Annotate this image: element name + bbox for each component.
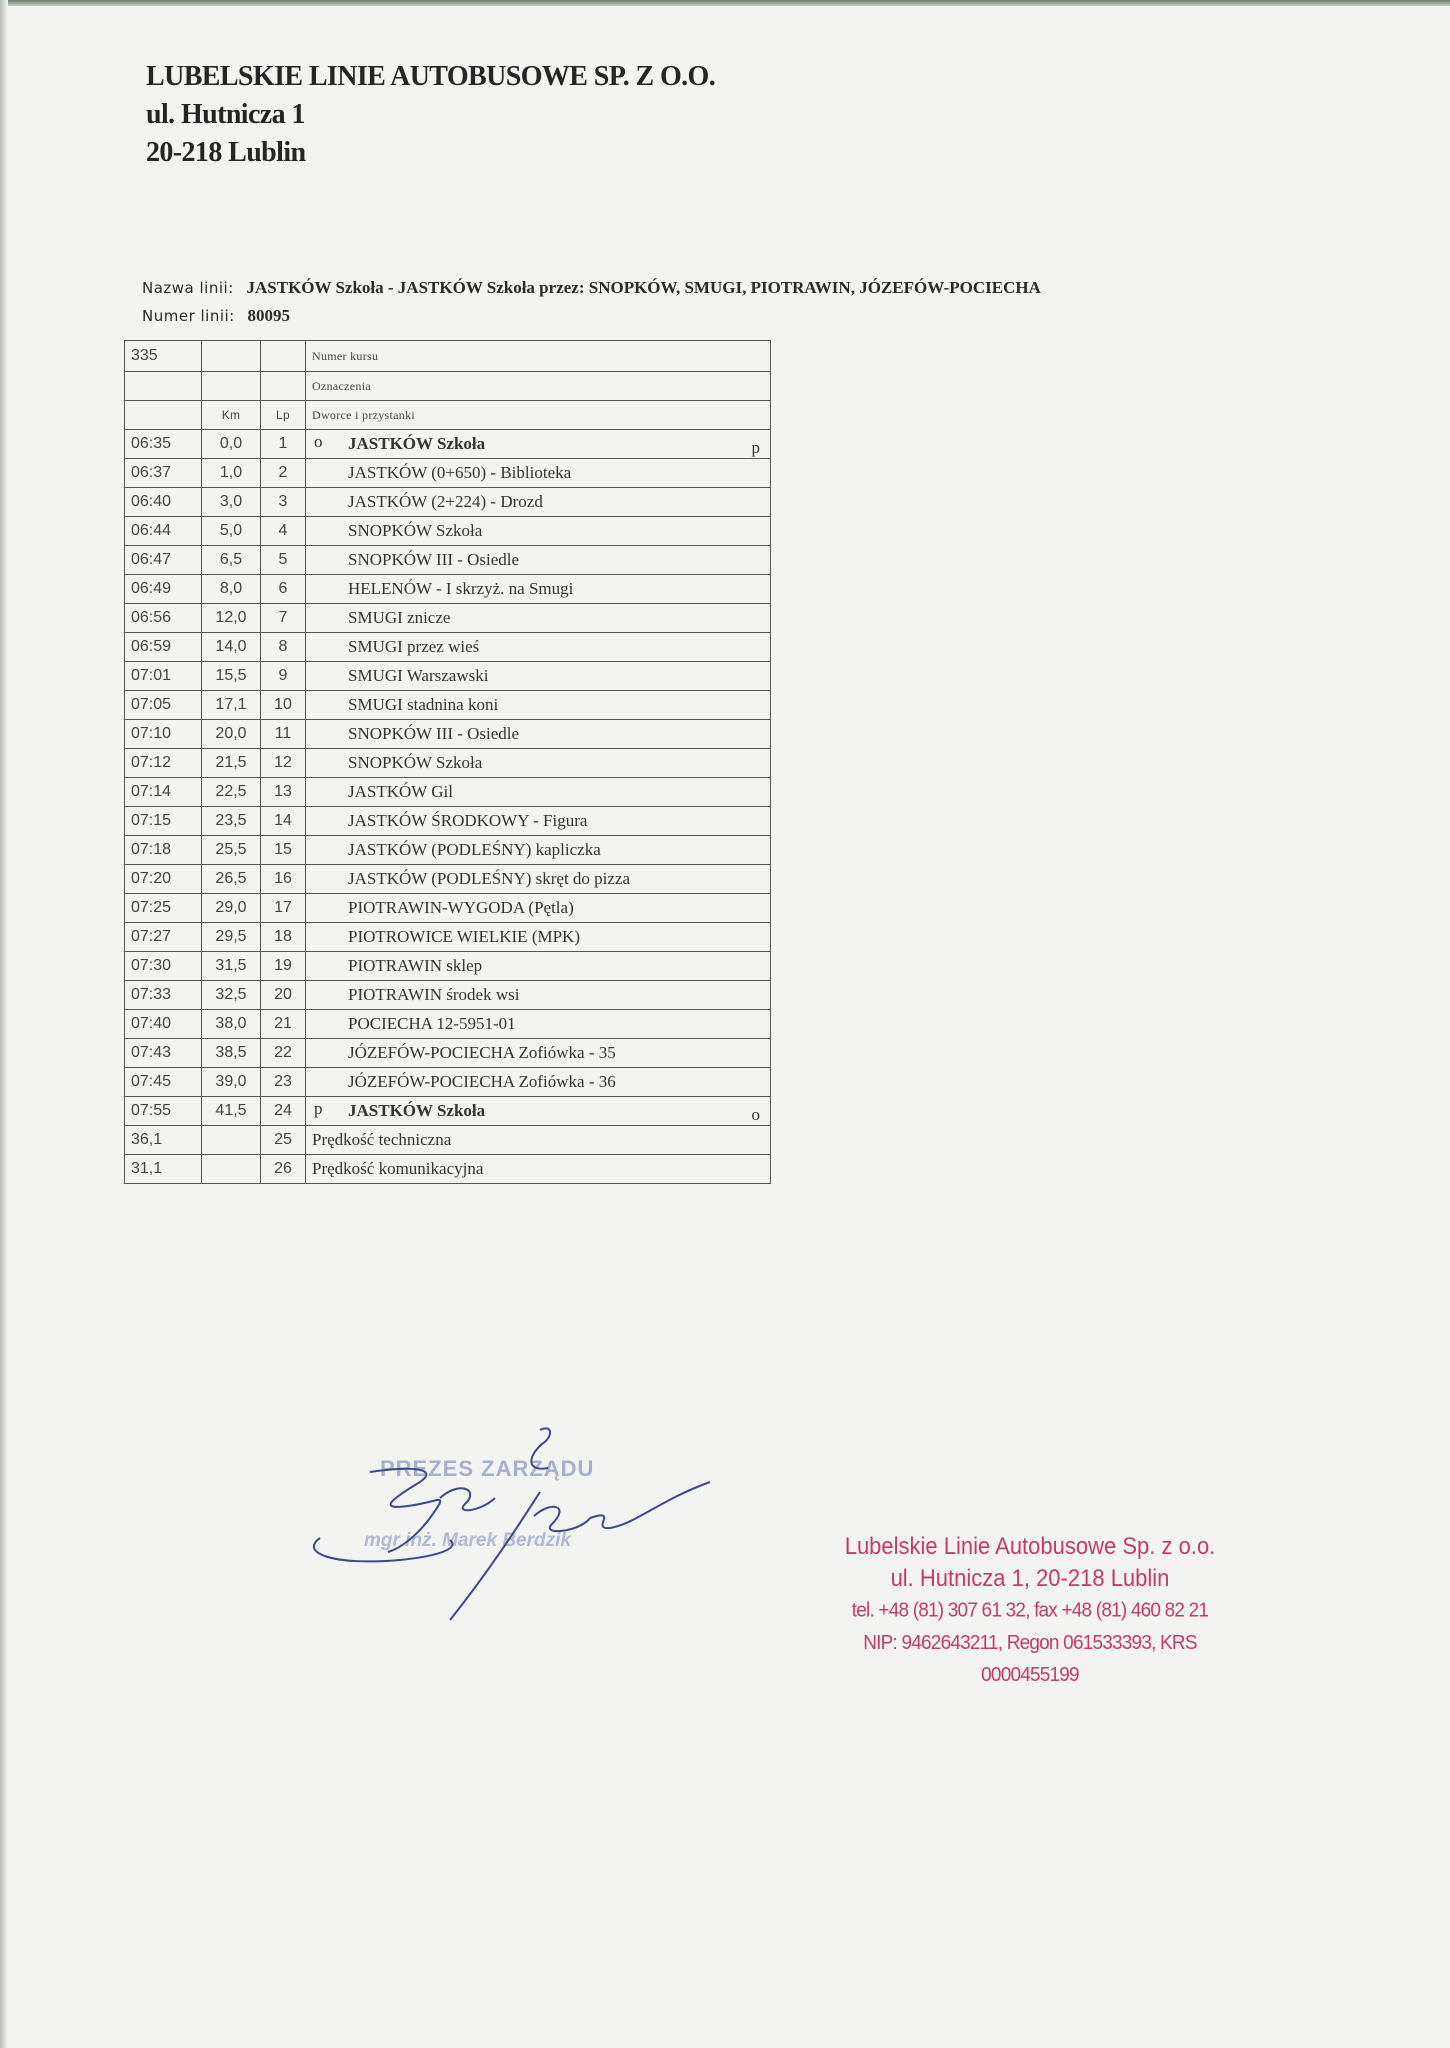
summary-value: 31,1 [125, 1155, 202, 1184]
summary-ordinal: 26 [261, 1155, 306, 1184]
distance-km: 41,5 [202, 1097, 261, 1126]
stop-name: JASTKÓW (2+224) - Drozd [348, 492, 543, 511]
stop-cell [306, 807, 771, 836]
departure-time: 07:01 [125, 662, 202, 691]
departure-time: 07:30 [125, 952, 202, 981]
stop-cell [306, 981, 771, 1010]
table-row [125, 430, 771, 459]
stop-cell [306, 575, 771, 604]
departure-time: 07:15 [125, 807, 202, 836]
stop-ordinal: 10 [261, 691, 306, 720]
line-name-label: Nazwa linii: [142, 279, 234, 297]
stop-ordinal: 11 [261, 720, 306, 749]
table-row [125, 836, 771, 865]
timetable [124, 340, 771, 1184]
header-km: Km [202, 401, 261, 430]
stop-name: JÓZEFÓW-POCIECHA Zofiówka - 36 [348, 1072, 616, 1091]
stop-ordinal: 2 [261, 459, 306, 488]
table-row [125, 517, 771, 546]
table-row [125, 1097, 771, 1126]
distance-km: 29,0 [202, 894, 261, 923]
line-info [142, 274, 1041, 330]
departure-time: 07:20 [125, 865, 202, 894]
stop-name: JASTKÓW Gil [348, 782, 453, 801]
table-row [125, 1039, 771, 1068]
stop-cell [306, 430, 771, 459]
distance-km: 22,5 [202, 778, 261, 807]
stop-name: JASTKÓW ŚRODKOWY - Figura [348, 811, 588, 830]
distance-km: 38,5 [202, 1039, 261, 1068]
distance-km: 8,0 [202, 575, 261, 604]
stop-name: JASTKÓW Szkoła [348, 1101, 486, 1120]
stop-ordinal: 20 [261, 981, 306, 1010]
departure-time: 06:44 [125, 517, 202, 546]
line-number-row [142, 302, 1041, 330]
stop-name: PIOTROWICE WIELKIE (MPK) [348, 927, 580, 946]
line-name-value: JASTKÓW Szkoła - JASTKÓW Szkoła przez: SNOPKÓW, SMUGI, PIOTRAWIN, JÓZEFÓW-POCIECHA [246, 278, 1041, 297]
stop-mark-left: p [314, 1099, 323, 1118]
departure-time: 06:56 [125, 604, 202, 633]
stop-name: PIOTRAWIN sklep [348, 956, 483, 975]
summary-value: 36,1 [125, 1126, 202, 1155]
distance-km: 6,5 [202, 546, 261, 575]
table-row [125, 952, 771, 981]
stop-ordinal: 16 [261, 865, 306, 894]
stop-name: JÓZEFÓW-POCIECHA Zofiówka - 35 [348, 1043, 616, 1062]
distance-km: 29,5 [202, 923, 261, 952]
departure-time: 06:40 [125, 488, 202, 517]
stop-cell [306, 1097, 771, 1126]
distance-km: 23,5 [202, 807, 261, 836]
header-stops: Dworce i przystanki [306, 401, 771, 430]
summary-row [125, 1155, 771, 1184]
stop-ordinal: 23 [261, 1068, 306, 1097]
page-top-edge [0, 0, 1450, 6]
distance-km: 32,5 [202, 981, 261, 1010]
distance-km: 25,5 [202, 836, 261, 865]
departure-time: 07:05 [125, 691, 202, 720]
stop-name: HELENÓW - I skrzyż. na Smugi [348, 579, 574, 598]
distance-km: 15,5 [202, 662, 261, 691]
distance-km: 3,0 [202, 488, 261, 517]
stop-name: JASTKÓW (0+650) - Biblioteka [348, 463, 572, 482]
distance-km: 0,0 [202, 430, 261, 459]
departure-time: 06:59 [125, 633, 202, 662]
departure-time: 06:37 [125, 459, 202, 488]
stop-cell [306, 923, 771, 952]
page-left-edge [0, 0, 8, 2048]
signature-stamp-name: mgr inż. Marek Berdzik [364, 1530, 571, 1551]
departure-time: 06:35 [125, 430, 202, 459]
table-row [125, 981, 771, 1010]
stop-cell [306, 749, 771, 778]
departure-time: 07:40 [125, 1010, 202, 1039]
stop-ordinal: 7 [261, 604, 306, 633]
distance-km: 21,5 [202, 749, 261, 778]
stop-name: SMUGI Warszawski [348, 666, 489, 685]
table-row [125, 604, 771, 633]
stop-cell [306, 952, 771, 981]
company-stamp-line4: NIP: 9462643211, Regon 061533393, KRS 0000455199 [863, 1631, 1197, 1687]
departure-time: 07:43 [125, 1039, 202, 1068]
stop-cell [306, 865, 771, 894]
distance-km: 31,5 [202, 952, 261, 981]
table-row [125, 633, 771, 662]
distance-km: 1,0 [202, 459, 261, 488]
company-stamp-line1: Lubelskie Linie Autobusowe Sp. z o.o. [844, 1532, 1216, 1560]
stop-ordinal: 17 [261, 894, 306, 923]
stop-name: SNOPKÓW Szkoła [348, 521, 483, 540]
stop-name: SNOPKÓW III - Osiedle [348, 724, 520, 743]
stop-cell [306, 633, 771, 662]
company-stamp [830, 1530, 1230, 1692]
stop-cell [306, 488, 771, 517]
company-stamp-line3: tel. +48 (81) 307 61 32, fax +48 (81) 460 82 21 [851, 1599, 1209, 1622]
table-row [125, 749, 771, 778]
line-number-value: 80095 [247, 306, 290, 325]
departure-time: 07:45 [125, 1068, 202, 1097]
stop-cell [306, 720, 771, 749]
stop-cell [306, 894, 771, 923]
course-number: 335 [125, 341, 202, 372]
stop-ordinal: 13 [261, 778, 306, 807]
stop-ordinal: 3 [261, 488, 306, 517]
line-name-row [142, 274, 1041, 302]
stop-ordinal: 4 [261, 517, 306, 546]
distance-km: 14,0 [202, 633, 261, 662]
company-name: LUBELSKIE LINIE AUTOBUSOWE SP. Z O.O. [146, 61, 716, 92]
table-row [125, 691, 771, 720]
stop-ordinal: 21 [261, 1010, 306, 1039]
stop-cell [306, 778, 771, 807]
company-street: ul. Hutnicza 1 [146, 99, 305, 130]
table-row [125, 865, 771, 894]
distance-km: 38,0 [202, 1010, 261, 1039]
departure-time: 07:55 [125, 1097, 202, 1126]
table-row [125, 459, 771, 488]
signature-block [290, 1420, 750, 1650]
stop-cell [306, 459, 771, 488]
stop-cell [306, 836, 771, 865]
departure-time: 07:12 [125, 749, 202, 778]
departure-time: 06:47 [125, 546, 202, 575]
table-row [125, 1068, 771, 1097]
departure-time: 06:49 [125, 575, 202, 604]
company-stamp-line2: ul. Hutnicza 1, 20-218 Lublin [890, 1564, 1170, 1592]
departure-time: 07:18 [125, 836, 202, 865]
table-row [125, 778, 771, 807]
table-row [125, 720, 771, 749]
distance-km: 26,5 [202, 865, 261, 894]
stop-ordinal: 9 [261, 662, 306, 691]
stop-cell [306, 1010, 771, 1039]
stop-name: SMUGI znicze [348, 608, 451, 627]
stop-cell [306, 604, 771, 633]
stop-mark-right: p [751, 438, 760, 457]
stop-name: JASTKÓW Szkoła [348, 434, 486, 453]
stop-mark-right: o [751, 1105, 760, 1124]
table-row [125, 894, 771, 923]
stop-name: PIOTRAWIN środek wsi [348, 985, 520, 1004]
header-row-columns [125, 401, 771, 430]
departure-time: 07:33 [125, 981, 202, 1010]
stop-ordinal: 12 [261, 749, 306, 778]
distance-km: 20,0 [202, 720, 261, 749]
stop-name: POCIECHA 12-5951-01 [348, 1014, 516, 1033]
table-row [125, 488, 771, 517]
company-city: 20-218 Lublin [146, 137, 306, 168]
header-row-marks [125, 372, 771, 401]
stop-ordinal: 19 [261, 952, 306, 981]
summary-ordinal: 25 [261, 1126, 306, 1155]
departure-time: 07:27 [125, 923, 202, 952]
departure-time: 07:14 [125, 778, 202, 807]
handwritten-signature [290, 1420, 750, 1650]
stop-ordinal: 22 [261, 1039, 306, 1068]
stop-cell [306, 1039, 771, 1068]
stop-ordinal: 18 [261, 923, 306, 952]
header-lp: Lp [261, 401, 306, 430]
departure-time: 07:10 [125, 720, 202, 749]
stop-name: SNOPKÓW Szkoła [348, 753, 483, 772]
table-row [125, 546, 771, 575]
summary-row [125, 1126, 771, 1155]
stop-name: JASTKÓW (PODLEŚNY) skręt do pizza [348, 869, 631, 888]
stop-cell [306, 517, 771, 546]
header-marks-label: Oznaczenia [306, 372, 771, 401]
signature-stamp-title: PREZES ZARZĄDU [380, 1456, 595, 1481]
stop-cell [306, 1068, 771, 1097]
table-row [125, 662, 771, 691]
line-number-label: Numer linii: [142, 307, 235, 325]
stop-cell [306, 546, 771, 575]
stop-cell [306, 691, 771, 720]
departure-time: 07:25 [125, 894, 202, 923]
stop-name: SMUGI przez wieś [348, 637, 480, 656]
stop-ordinal: 14 [261, 807, 306, 836]
stop-ordinal: 1 [261, 430, 306, 459]
summary-label: Prędkość komunikacyjna [306, 1155, 771, 1184]
stop-ordinal: 15 [261, 836, 306, 865]
stop-cell [306, 662, 771, 691]
stop-name: SNOPKÓW III - Osiedle [348, 550, 520, 569]
summary-label: Prędkość techniczna [306, 1126, 771, 1155]
table-row [125, 1010, 771, 1039]
stop-ordinal: 5 [261, 546, 306, 575]
company-header [146, 58, 715, 172]
stop-ordinal: 6 [261, 575, 306, 604]
distance-km: 5,0 [202, 517, 261, 546]
stop-name: SMUGI stadnina koni [348, 695, 499, 714]
header-course-label: Numer kursu [306, 341, 771, 372]
distance-km: 12,0 [202, 604, 261, 633]
distance-km: 39,0 [202, 1068, 261, 1097]
stop-name: PIOTRAWIN-WYGODA (Pętla) [348, 898, 574, 917]
stop-name: JASTKÓW (PODLEŚNY) kapliczka [348, 840, 601, 859]
table-row [125, 807, 771, 836]
table-row [125, 575, 771, 604]
table-row [125, 923, 771, 952]
stop-mark-left: o [314, 432, 323, 451]
stop-ordinal: 24 [261, 1097, 306, 1126]
stop-ordinal: 8 [261, 633, 306, 662]
header-row-course [125, 341, 771, 372]
distance-km: 17,1 [202, 691, 261, 720]
